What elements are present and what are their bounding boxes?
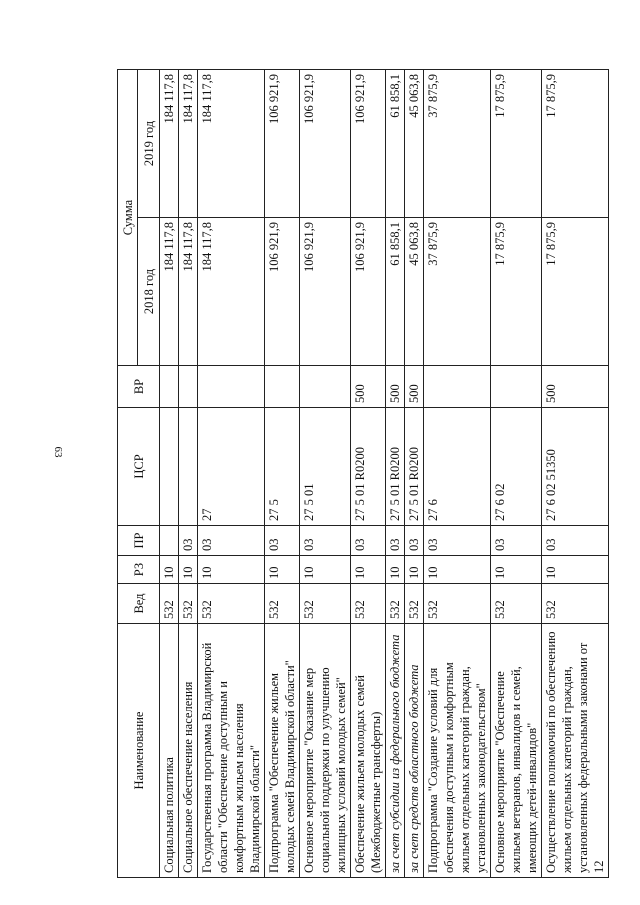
cell-y2018: 184 117,8 <box>179 218 198 366</box>
cell-rz: 10 <box>198 556 265 584</box>
table-row <box>351 70 386 878</box>
cell-ved: 532 <box>424 584 491 624</box>
header-pr: ПР <box>118 526 160 556</box>
cell-y2019: 184 117,8 <box>198 70 265 218</box>
cell-y2018: 17 875,9 <box>542 218 609 366</box>
cell-vr: 500 <box>351 366 386 408</box>
cell-rz: 10 <box>386 556 405 584</box>
table-row <box>491 70 542 878</box>
cell-rz: 10 <box>491 556 542 584</box>
cell-y2018: 184 117,8 <box>160 218 179 366</box>
header-ved: Вед <box>118 584 160 624</box>
table-row <box>424 70 491 878</box>
cell-name: Обеспечение жильем молодых семей (Межбюджетные трансферты) <box>351 624 386 878</box>
cell-y2018: 106 921,9 <box>351 218 386 366</box>
cell-pr: 03 <box>491 526 542 556</box>
cell-y2019: 61 858,1 <box>386 70 405 218</box>
cell-name: Социальная политика <box>160 624 179 878</box>
cell-y2019: 37 875,9 <box>424 70 491 218</box>
cell-y2018: 106 921,9 <box>300 218 351 366</box>
cell-vr: 500 <box>542 366 609 408</box>
cell-y2018: 17 875,9 <box>491 218 542 366</box>
cell-vr <box>265 366 300 408</box>
cell-y2018: 37 875,9 <box>424 218 491 366</box>
cell-name: Государственная программа Владимирской области "Обеспечение доступным и комфортным жильем населения Владимирской области" <box>198 624 265 878</box>
header-rz: РЗ <box>118 556 160 584</box>
table-body <box>160 70 609 878</box>
cell-ved: 532 <box>160 584 179 624</box>
cell-csr <box>179 408 198 526</box>
cell-y2018: 184 117,8 <box>198 218 265 366</box>
cell-vr <box>424 366 491 408</box>
cell-pr: 03 <box>198 526 265 556</box>
cell-vr <box>491 366 542 408</box>
header-vr: ВР <box>118 366 160 408</box>
cell-vr: 500 <box>386 366 405 408</box>
table-row <box>300 70 351 878</box>
cell-csr <box>160 408 179 526</box>
table-row <box>160 70 179 878</box>
header-name: Наименование <box>118 624 160 878</box>
cell-y2019: 17 875,9 <box>542 70 609 218</box>
header-2019: 2019 год <box>138 70 160 218</box>
header-sum: Сумма <box>118 70 138 366</box>
cell-csr: 27 6 <box>424 408 491 526</box>
cell-csr: 27 5 01 R0200 <box>351 408 386 526</box>
cell-rz: 10 <box>405 556 424 584</box>
cell-rz: 10 <box>542 556 609 584</box>
cell-name: за счет субсидии из федерального бюджета <box>386 624 405 878</box>
cell-ved: 532 <box>386 584 405 624</box>
cell-y2018: 61 858,1 <box>386 218 405 366</box>
cell-vr <box>179 366 198 408</box>
cell-name: Основное мероприятие "Оказание мер социальной поддержки по улучшению жилищных условий молодых семей" <box>300 624 351 878</box>
cell-y2018: 45 063,8 <box>405 218 424 366</box>
cell-rz: 10 <box>265 556 300 584</box>
cell-name: Основное мероприятие "Обеспечение жильем ветеранов, инвалидов и семей, имеющих детей-инвалидов" <box>491 624 542 878</box>
cell-csr: 27 5 01 <box>300 408 351 526</box>
table-row <box>542 70 609 878</box>
cell-csr: 27 6 02 <box>491 408 542 526</box>
cell-vr <box>300 366 351 408</box>
cell-pr: 03 <box>265 526 300 556</box>
cell-ved: 532 <box>179 584 198 624</box>
cell-ved: 532 <box>351 584 386 624</box>
cell-y2019: 184 117,8 <box>179 70 198 218</box>
cell-ved: 532 <box>405 584 424 624</box>
cell-pr: 03 <box>351 526 386 556</box>
cell-csr: 27 6 02 51350 <box>542 408 609 526</box>
cell-pr: 03 <box>405 526 424 556</box>
cell-pr: 03 <box>179 526 198 556</box>
cell-rz: 10 <box>160 556 179 584</box>
cell-csr: 27 5 01 R0200 <box>386 408 405 526</box>
table-row <box>405 70 424 878</box>
cell-pr: 03 <box>386 526 405 556</box>
cell-y2019: 184 117,8 <box>160 70 179 218</box>
table-row <box>198 70 265 878</box>
budget-table <box>117 69 609 878</box>
cell-ved: 532 <box>491 584 542 624</box>
cell-y2019: 106 921,9 <box>351 70 386 218</box>
cell-vr <box>160 366 179 408</box>
rotated-page-content <box>117 70 606 878</box>
cell-pr: 03 <box>542 526 609 556</box>
cell-vr: 500 <box>405 366 424 408</box>
header-csr: ЦСР <box>118 408 160 526</box>
cell-csr: 27 <box>198 408 265 526</box>
cell-y2018: 106 921,9 <box>265 218 300 366</box>
cell-y2019: 106 921,9 <box>265 70 300 218</box>
cell-rz: 10 <box>424 556 491 584</box>
cell-name: Осуществление полномочий по обеспечению жильем отдельных категорий граждан, установленных федеральными законами от 12 <box>542 624 609 878</box>
cell-vr <box>198 366 265 408</box>
table-row <box>386 70 405 878</box>
cell-y2019: 45 063,8 <box>405 70 424 218</box>
cell-y2019: 17 875,9 <box>491 70 542 218</box>
cell-csr: 27 5 01 R0200 <box>405 408 424 526</box>
header-2018: 2018 год <box>138 218 160 366</box>
cell-rz: 10 <box>179 556 198 584</box>
cell-rz: 10 <box>300 556 351 584</box>
cell-name: Социальное обеспечение населения <box>179 624 198 878</box>
cell-name: за счет средств областного бюджета <box>405 624 424 878</box>
cell-ved: 532 <box>198 584 265 624</box>
page-number: 63 <box>52 446 64 458</box>
cell-name: Подпрограмма "Создание условий для обеспечения доступным и комфортным жильем отдельных категорий граждан, установленных законодательством" <box>424 624 491 878</box>
cell-name: Подпрограмма "Обеспечение жильем молодых семей Владимирской области" <box>265 624 300 878</box>
table-row <box>179 70 198 878</box>
cell-y2019: 106 921,9 <box>300 70 351 218</box>
cell-csr: 27 5 <box>265 408 300 526</box>
cell-rz: 10 <box>351 556 386 584</box>
cell-ved: 532 <box>300 584 351 624</box>
cell-ved: 532 <box>542 584 609 624</box>
cell-pr: 03 <box>424 526 491 556</box>
cell-pr <box>160 526 179 556</box>
table-row <box>265 70 300 878</box>
cell-pr: 03 <box>300 526 351 556</box>
cell-ved: 532 <box>265 584 300 624</box>
